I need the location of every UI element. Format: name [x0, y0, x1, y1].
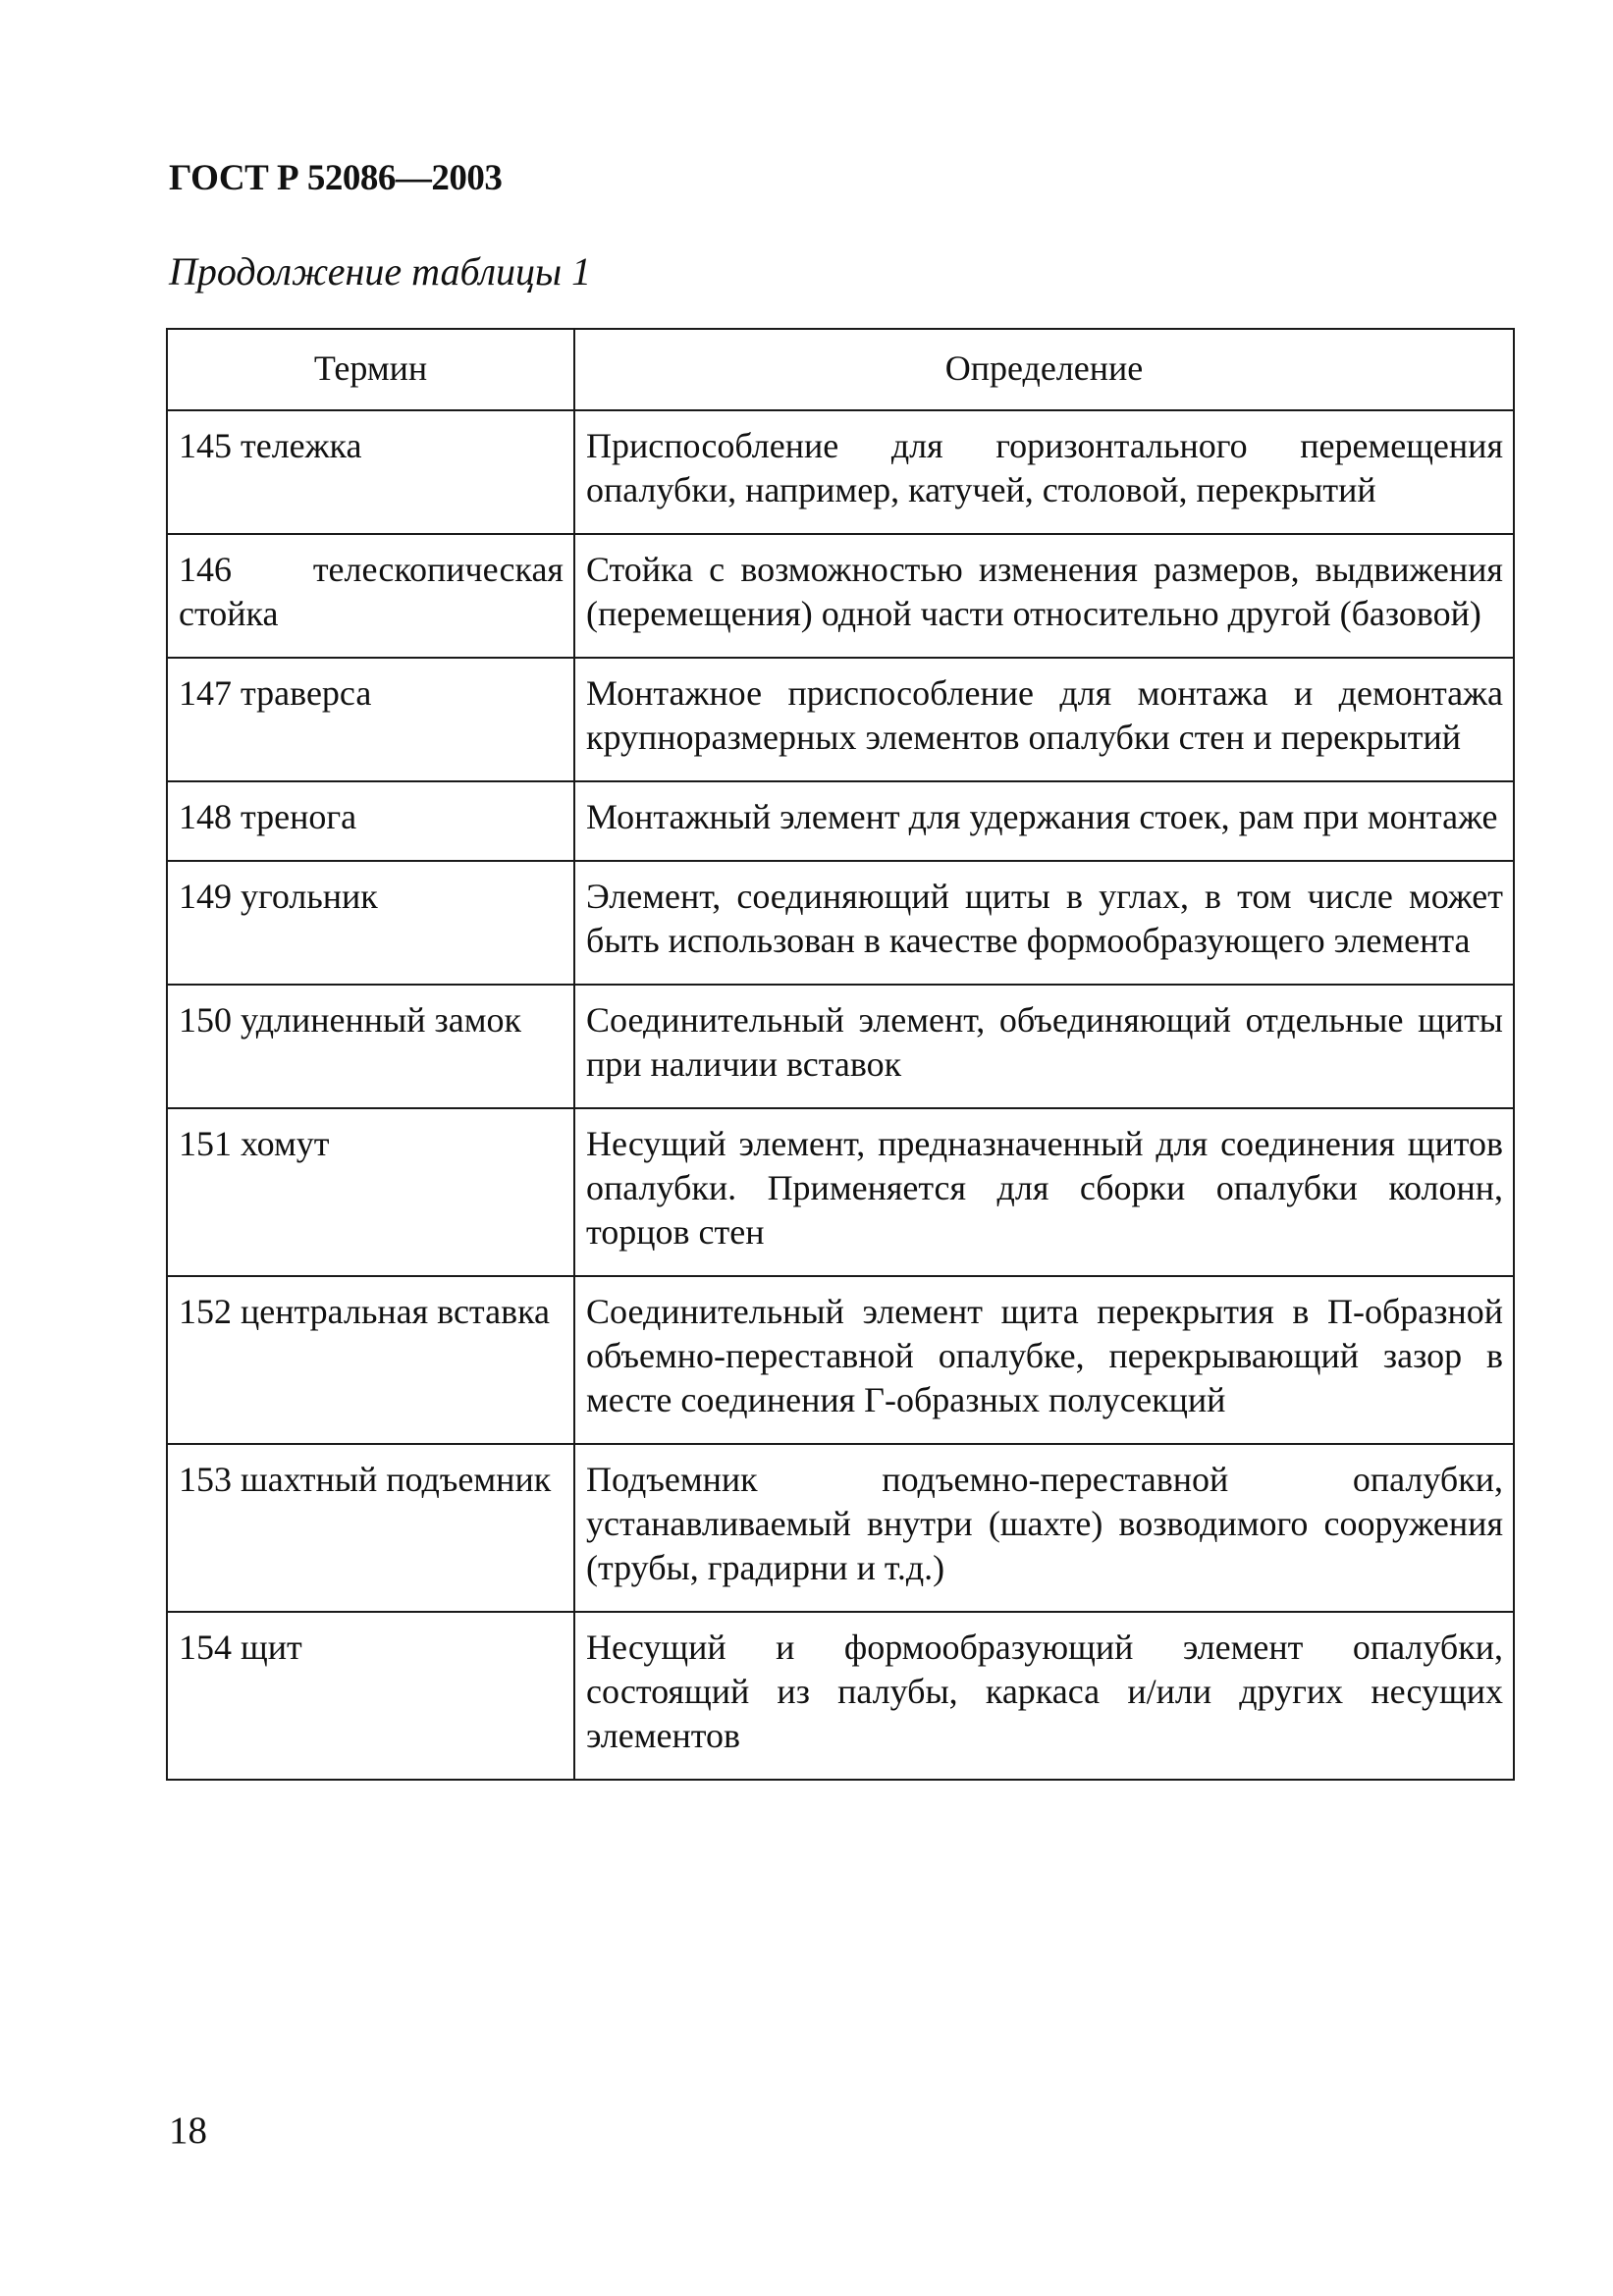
definition-cell: Подъемник подъемно-переставной опалубки, устанавливаемый внутри (шахте) возводимого сооружения (трубы, градирни и т.д.) — [574, 1444, 1514, 1612]
page-number: 18 — [169, 2109, 207, 2152]
term-cell: 151 хомут — [167, 1108, 574, 1276]
definition-cell: Несущий элемент, предназначенный для соединения щитов опалубки. Применяется для сборки опалубки колонн, торцов стен — [574, 1108, 1514, 1276]
term-cell: 154 щит — [167, 1612, 574, 1780]
terms-table — [166, 328, 1515, 1781]
term-cell: 147 траверса — [167, 658, 574, 781]
table-row — [167, 861, 1514, 985]
table-row — [167, 1276, 1514, 1444]
definition-cell: Стойка с возможностью изменения размеров, выдвижения (перемещения) одной части относительно другой (базовой) — [574, 534, 1514, 658]
table-row — [167, 985, 1514, 1108]
term-cell: 146 телескопическая стойка — [167, 534, 574, 658]
table-row — [167, 658, 1514, 781]
definition-cell: Монтажный элемент для удержания стоек, рам при монтаже — [574, 781, 1514, 861]
table-row — [167, 1612, 1514, 1780]
document-id: ГОСТ Р 52086—2003 — [169, 158, 503, 198]
definition-cell: Несущий и формообразующий элемент опалубки, состоящий из палубы, каркаса и/или других несущих элементов — [574, 1612, 1514, 1780]
column-header-definition: Определение — [574, 329, 1514, 410]
term-cell: 145 тележка — [167, 410, 574, 534]
term-cell: 150 удлиненный замок — [167, 985, 574, 1108]
definition-cell: Приспособление для горизонтального перемещения опалубки, например, катучей, столовой, перекрытий — [574, 410, 1514, 534]
table-row — [167, 1444, 1514, 1612]
table-caption: Продолжение таблицы 1 — [169, 249, 592, 294]
table-header-row — [167, 329, 1514, 410]
table-row — [167, 534, 1514, 658]
table-row — [167, 410, 1514, 534]
column-header-term: Термин — [167, 329, 574, 410]
table-row — [167, 1108, 1514, 1276]
definition-cell: Соединительный элемент щита перекрытия в П-образной объемно-переставной опалубке, перекрывающий зазор в месте соединения Г-образных полусекций — [574, 1276, 1514, 1444]
definition-cell: Соединительный элемент, объединяющий отдельные щиты при наличии вставок — [574, 985, 1514, 1108]
term-cell: 153 шахтный подъемник — [167, 1444, 574, 1612]
term-cell: 149 угольник — [167, 861, 574, 985]
term-cell: 148 тренога — [167, 781, 574, 861]
definition-cell: Элемент, соединяющий щиты в углах, в том числе может быть использован в качестве формообразующего элемента — [574, 861, 1514, 985]
definition-cell: Монтажное приспособление для монтажа и демонтажа крупноразмерных элементов опалубки стен и перекрытий — [574, 658, 1514, 781]
term-cell: 152 центральная вставка — [167, 1276, 574, 1444]
table-row — [167, 781, 1514, 861]
